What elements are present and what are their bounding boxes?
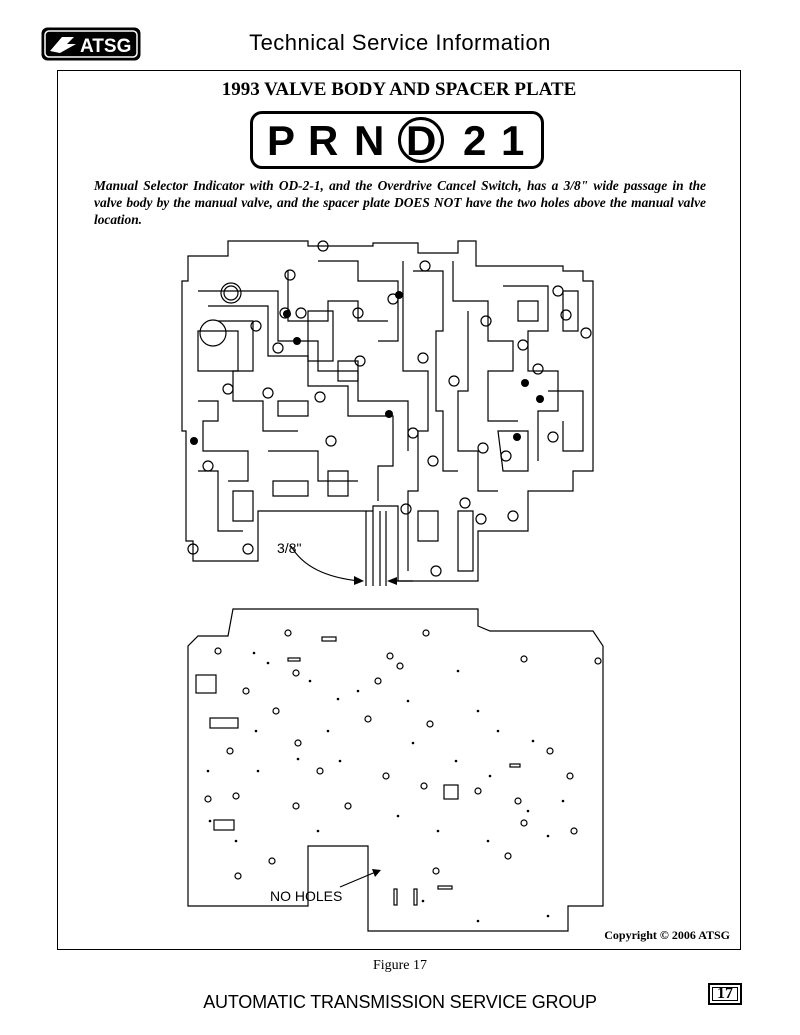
valve-body-diagram: [58, 71, 742, 951]
header-title: Technical Service Information: [249, 30, 551, 55]
gear-p: P: [267, 117, 296, 164]
copyright: Copyright © 2006 ATSG: [604, 928, 730, 942]
figure-caption: Figure 17: [372, 958, 428, 973]
content-frame: [57, 70, 741, 950]
logo-text: ATSG: [80, 36, 132, 57]
no-holes-callout: [270, 869, 381, 904]
dimension-label: 3/8": [277, 540, 302, 556]
page-number: 17: [708, 983, 742, 1005]
gear-n: N: [354, 117, 385, 164]
check-balls: [190, 291, 544, 445]
document-title: 1993 VALVE BODY AND SPACER PLATE: [221, 79, 577, 100]
gear-r: R: [308, 117, 339, 164]
callout-label: NO HOLES: [270, 888, 343, 904]
spacer-plate-small-holes: [207, 652, 565, 923]
gear-d: D: [406, 117, 437, 164]
gear-2: 2: [463, 117, 487, 164]
page-header: [0, 0, 800, 70]
atsg-logo: [40, 26, 142, 62]
gear-1: 1: [501, 117, 525, 164]
footer-organization: AUTOMATIC TRANSMISSION SERVICE GROUP: [203, 992, 597, 1012]
description-text: Manual Selector Indicator with OD-2-1, and the Overdrive Cancel Switch, has a 3/8" wide passage in the valve body by the manual valve, and the spacer plate DOES NOT have the two holes above the manual valve location.: [94, 178, 706, 227]
dimension-annotation: [277, 540, 413, 585]
spacer-plate-illustration: [188, 609, 603, 931]
